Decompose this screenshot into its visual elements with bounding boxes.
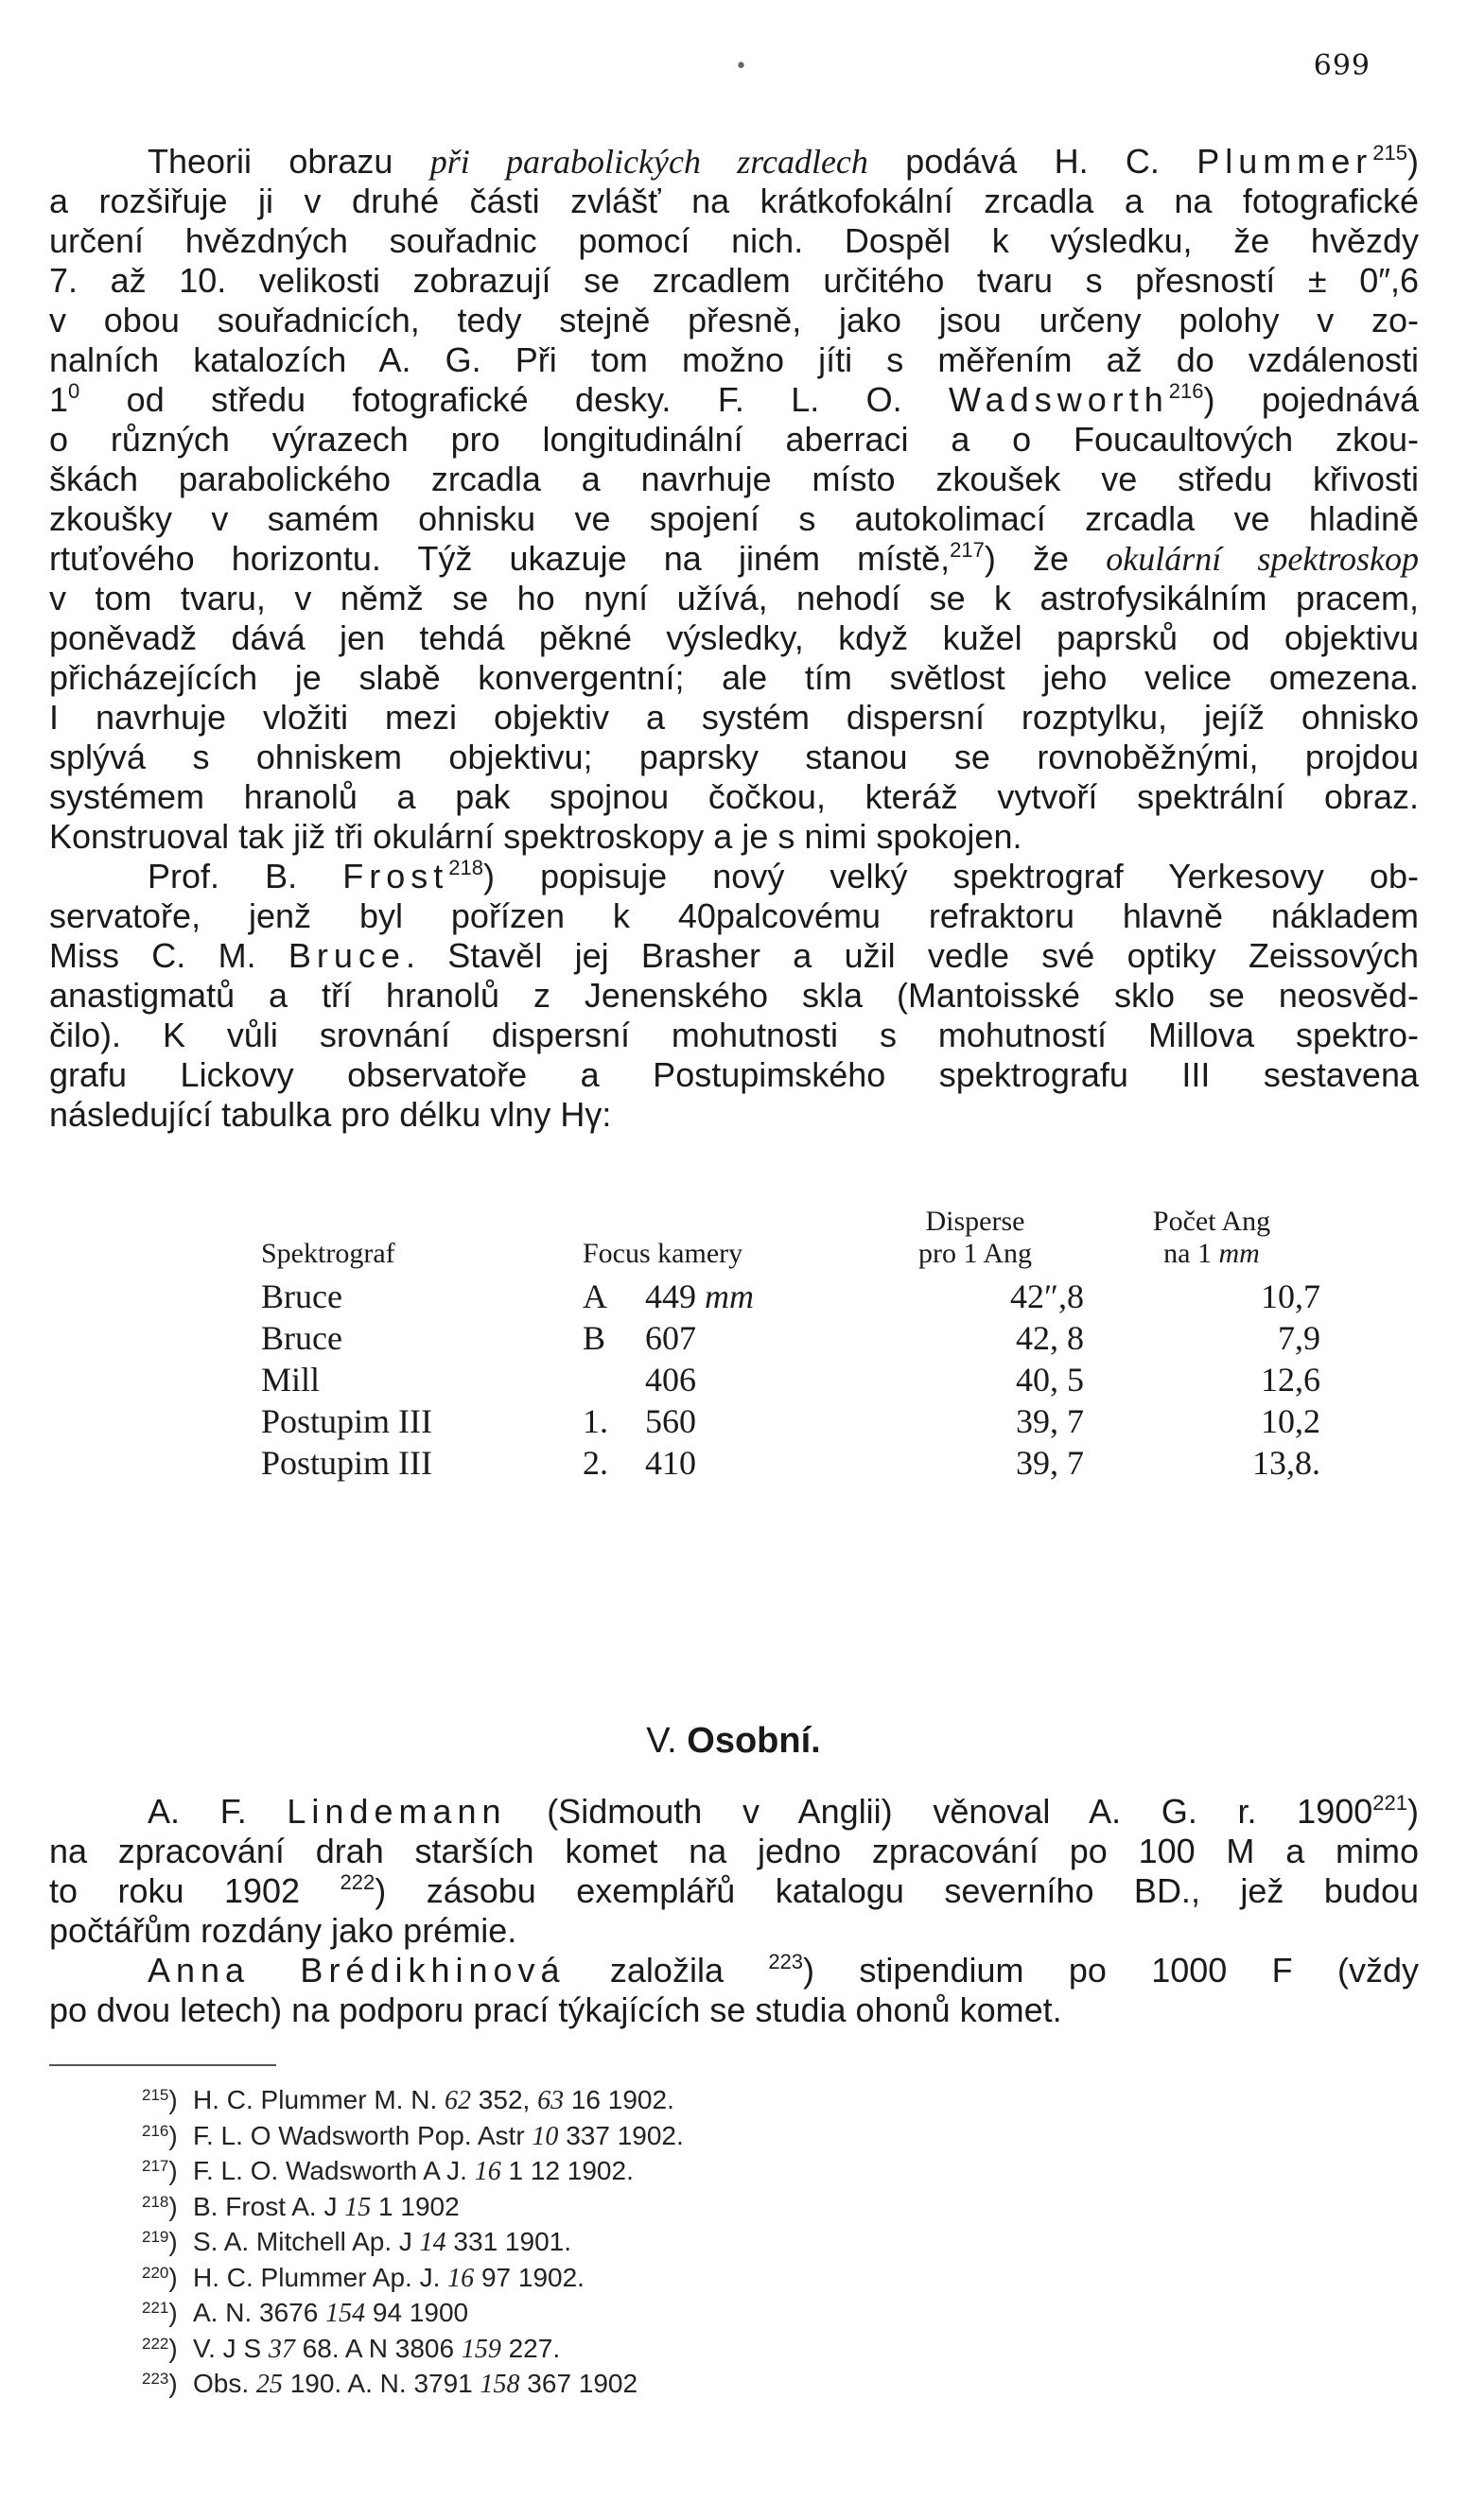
table-row (261, 1317, 1320, 1359)
text-line: anastigmatů a tří hranolů z Jenenského skla (Mantoisské sklo se neosvěd- (49, 976, 1419, 1015)
cell-disperse: 42″,8 (1010, 1277, 1084, 1315)
text-line: Anna Brédikhinová založila $^{223}$) stipendium po 1000 F (vždy (148, 1950, 1420, 1990)
footnote: $^{219}$) S. A. Mitchell Ap. J 14 331 1901. (142, 2225, 684, 2261)
text-line: v obou souřadnicích, tedy stejně přesně, jako jsou určeny polohy v zo- (49, 301, 1419, 339)
text-line: čilo). K vůli srovnání dispersní mohutnosti s mohutností Millova spektro- (49, 1016, 1419, 1054)
footnote-number: $^{220}$) (142, 2262, 178, 2292)
cell-pocet: 7,9 (1278, 1319, 1320, 1357)
header-focus: Focus kamery (583, 1238, 743, 1269)
footnote-rule (49, 2064, 276, 2066)
footnote: $^{218}$) B. Frost A. J 15 1 1902 (142, 2190, 684, 2226)
cell-focus: B 607 (583, 1319, 696, 1357)
personal-text (49, 1792, 1419, 2030)
text-line: nalních katalozích A. G. Při tom možno jíti s měřením až do vzdálenosti (49, 340, 1419, 379)
footnote-number: $^{221}$) (142, 2298, 178, 2327)
cell-spektrograf: Postupim III (261, 1444, 433, 1482)
page-number: 699 (1313, 49, 1371, 82)
cell-spektrograf: Bruce (261, 1319, 342, 1357)
cell-focus: A 449 mm (583, 1277, 754, 1315)
text-line: $1^0$ od středu fotografické desky. F. L. O. Wadsworth$^{216}$) pojednává (49, 379, 1419, 419)
header-pocet: Počet Ang na 1 mm (1152, 1206, 1271, 1269)
footnote: $^{222}$) V. J S 37 68. A N 3806 159 227. (142, 2332, 684, 2368)
cell-pocet: 10,2 (1261, 1402, 1320, 1440)
footnote: $^{223}$) Obs. 25 190. A. N. 3791 158 367 1902 (142, 2367, 684, 2403)
footnotes (142, 2083, 684, 2403)
page-dot: • (735, 55, 747, 78)
footnote-number: $^{216}$) (142, 2120, 178, 2150)
text-line: počtářům rozdány jako prémie. (49, 1911, 517, 1950)
text-line: I navrhuje vložiti mezi objektiv a systém dispersní rozptylku, jejíž ohnisko (49, 698, 1419, 737)
cell-spektrograf: Mill (261, 1361, 321, 1399)
text-line: grafu Lickovy observatoře a Postupimského spektrografu III sestavena (49, 1055, 1419, 1094)
table-row (261, 1400, 1320, 1442)
cell-spektrograf: Bruce (261, 1277, 342, 1315)
footnote-number: $^{215}$) (142, 2085, 178, 2114)
text-line: o různých výrazech pro longitudinální aberraci a o Foucaultových zkou- (49, 420, 1419, 459)
footnote: $^{216}$) F. L. O Wadsworth Pop. Astr 10 337 1902. (142, 2119, 684, 2155)
text-line: na zpracování drah starších komet na jedno zpracování po 100 M a mimo (49, 1832, 1419, 1870)
text-line: zkoušky v samém ohnisku ve spojení s autokolimací zrcadla ve hladině (49, 499, 1419, 538)
cell-focus: 2. 410 (583, 1444, 696, 1482)
footnote-number: $^{222}$) (142, 2333, 178, 2363)
text-line: Miss C. M. Bruce. Stavěl jej Brasher a užil vedle své optiky Zeissových (49, 936, 1419, 975)
main-text (49, 142, 1419, 1135)
cell-disperse: 39, 7 (1016, 1402, 1084, 1440)
footnote-number: $^{223}$) (142, 2369, 178, 2398)
text-line: rtuťového horizontu. Týž ukazuje na jiném místě,$^{217}$) že okulární spektroskop (49, 538, 1420, 578)
table-row (261, 1276, 1320, 1317)
footnote: $^{221}$) A. N. 3676 154 94 1900 (142, 2296, 684, 2332)
text-line: systémem hranolů a pak spojnou čočkou, kteráž vytvoří spektrální obraz. (49, 777, 1419, 816)
footnote-number: $^{218}$) (142, 2191, 178, 2221)
text-line: přicházejících je slabě konvergentní; ale tím světlost jeho velice omezena. (49, 658, 1419, 697)
text-line: škách parabolického zrcadla a navrhuje místo zkoušek ve středu křivosti (49, 460, 1419, 498)
text-line: to roku 1902 $^{222}$) zásobu exemplářů katalogu severního BD., jež budou (49, 1870, 1419, 1910)
text-line: 7. až 10. velikosti zobrazují se zrcadlem určitého tvaru s přesností ± 0″,6 (49, 261, 1419, 300)
text-line: splývá s ohniskem objektivu; paprsky stanou se rovnoběžnými, projdou (49, 738, 1419, 776)
cell-pocet: 12,6 (1261, 1361, 1320, 1399)
header-spektrograf: Spektrograf (261, 1238, 395, 1269)
text-line: určení hvězdných souřadnic pomocí nich. Dospěl k výsledku, že hvězdy (49, 221, 1419, 260)
text-line: poněvadž dává jen tehdá pěkné výsledky, když kužel paprsků od objektivu (49, 618, 1419, 657)
text-line: Theorii obrazu při parabolických zrcadlech podává H. C. Plummer$^{215}$) (148, 141, 1419, 181)
cell-pocet: 13,8. (1252, 1444, 1320, 1482)
footnote-number: $^{217}$) (142, 2156, 178, 2185)
footnote: $^{217}$) F. L. O. Wadsworth A J. 16 1 12 1902. (142, 2154, 684, 2190)
spectrograph-table (261, 1206, 1320, 1484)
cell-disperse: 42, 8 (1016, 1319, 1084, 1357)
text-line: servatoře, jenž byl pořízen k 40palcovému refraktoru hlavně nákladem (49, 896, 1419, 935)
cell-spektrograf: Postupim III (261, 1402, 433, 1440)
cell-focus: 1. 560 (583, 1402, 696, 1440)
text-line: Prof. B. Frost$^{218}$) popisuje nový velký spektrograf Yerkesovy ob- (148, 856, 1419, 895)
text-line: v tom tvaru, v němž se ho nyní užívá, nehodí se k astrofysikálním pracem, (49, 579, 1419, 617)
footnote: $^{220}$) H. C. Plummer Ap. J. 16 97 1902. (142, 2261, 684, 2297)
section-number: V. (646, 1721, 677, 1761)
footnote-number: $^{219}$) (142, 2227, 178, 2256)
text-line: a rozšiřuje ji v druhé části zvlášť na krátkofokální zrcadla a na fotografické (49, 182, 1419, 220)
table-row (261, 1359, 1320, 1400)
text-line: A. F. Lindemann (Sidmouth v Anglii) věnoval A. G. r. 1900$^{221}$) (148, 1791, 1419, 1831)
section-heading (0, 1721, 1467, 1762)
cell-focus: 406 (645, 1361, 696, 1399)
header-disperse: Disperse pro 1 Ang (918, 1206, 1032, 1269)
cell-disperse: 39, 7 (1016, 1444, 1084, 1482)
cell-pocet: 10,7 (1261, 1277, 1320, 1315)
footnote: $^{215}$) H. C. Plummer M. N. 62 352, 63 16 1902. (142, 2083, 684, 2119)
text-line: Konstruoval tak již tři okulární spektroskopy a je s nimi spokojen. (49, 817, 1022, 856)
table-row (261, 1442, 1320, 1484)
cell-disperse: 40, 5 (1016, 1361, 1084, 1399)
text-line: po dvou letech) na podporu prací týkajících se studia ohonů komet. (49, 1990, 1062, 2029)
text-line: následující tabulka pro délku vlny Hγ: (49, 1095, 612, 1134)
table-header-row (261, 1206, 1320, 1276)
section-title: Osobní. (687, 1721, 821, 1761)
